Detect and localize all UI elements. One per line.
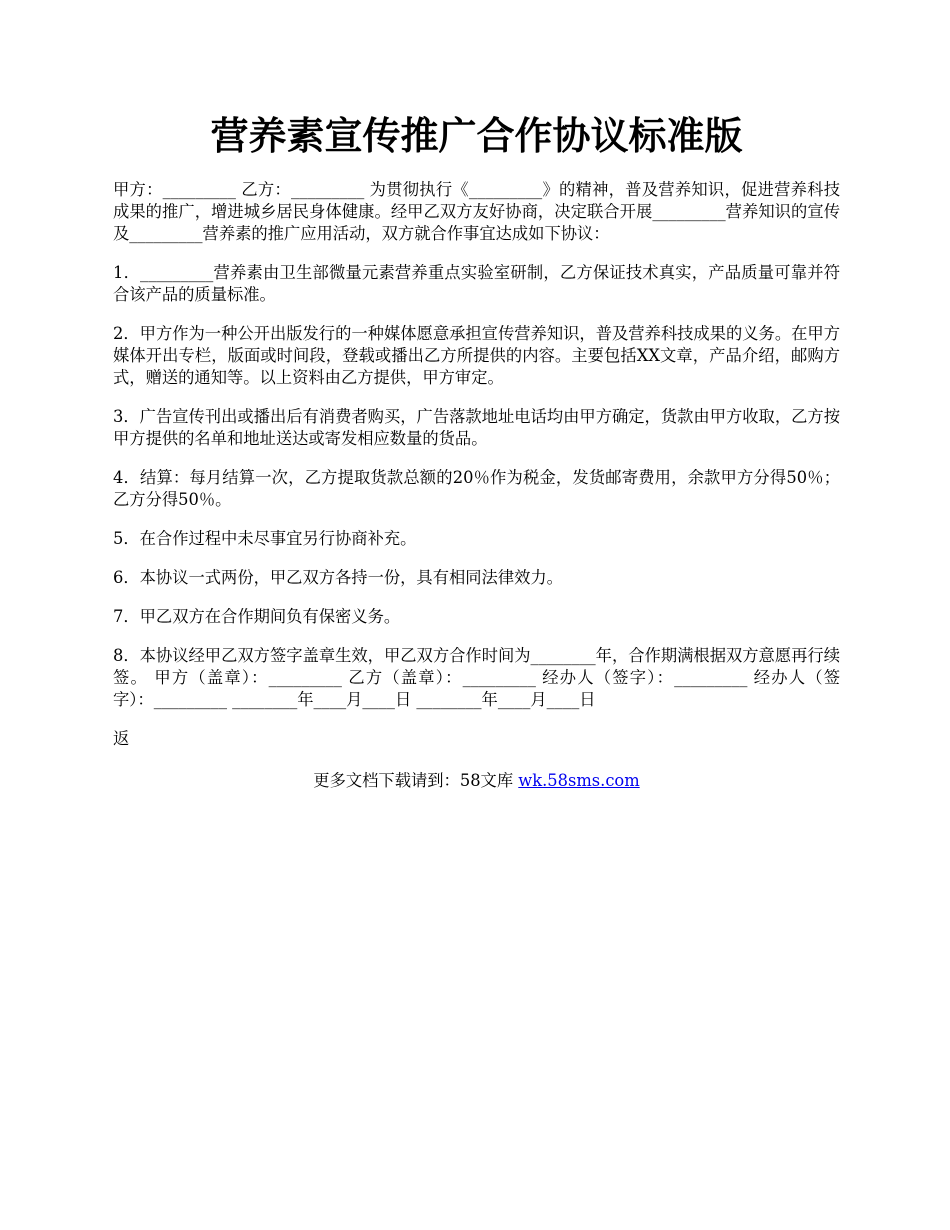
footer-link[interactable]: wk.58sms.com (518, 771, 640, 790)
clause-3: 3．广告宣传刊出或播出后有消费者购买，广告落款地址电话均由甲方确定，货款由甲方收取，乙方按甲方提供的名单和地址送达或寄发相应数量的货品。 (113, 407, 840, 448)
clause-5: 5．在合作过程中未尽事宜另行协商补充。 (113, 529, 417, 548)
document-title: 营养素宣传推广合作协议标准版 (210, 113, 743, 158)
clause-8-signatures: 8．本协议经甲乙双方签字盖章生效，甲乙双方合作时间为________年，合作期满根据双方意愿再行续签。 甲方（盖章）：_________ 乙方（盖章）：_________ 经办人（签字）：_________ 经办人（签字）：_________ ________年____月____日 ________年____月____日 (113, 646, 840, 709)
document-page (113, 0, 840, 792)
clause-7: 7．甲乙双方在合作期间负有保密义务。 (113, 607, 401, 626)
clause-4: 4．结算：每月结算一次，乙方提取货款总额的20％作为税金，发货邮寄费用，余款甲方分得50％；乙方分得50％。 (113, 468, 840, 509)
clause-6: 6．本协议一式两份，甲乙双方各持一份，具有相同法律效力。 (113, 568, 563, 587)
intro-paragraph: 甲方：_________ 乙方：_________ 为贯彻执行《_________》的精神，普及营养知识，促进营养科技成果的推广，增进城乡居民身体健康。经甲乙双方友好协商，决定联合开展_________营养知识的宣传及_________营养素的推广应用活动，双方就合作事宜达成如下协议： (113, 180, 840, 243)
footer-prefix: 更多文档下载请到：58文库 (313, 771, 519, 790)
footer-download-note (113, 770, 840, 792)
return-text: 返 (113, 729, 130, 748)
agreement-body (113, 179, 840, 750)
clause-2: 2．甲方作为一种公开出版发行的一种媒体愿意承担宣传营养知识，普及营养科技成果的义务。在甲方媒体开出专栏，版面或时间段，登载或播出乙方所提供的内容。主要包括XX文章，产品介绍，邮购方式，赠送的通知等。以上资料由乙方提供，甲方审定。 (113, 324, 840, 387)
clause-1: 1．_________营养素由卫生部微量元素营养重点实验室研制，乙方保证技术真实，产品质量可靠并符合该产品的质量标准。 (113, 263, 840, 304)
